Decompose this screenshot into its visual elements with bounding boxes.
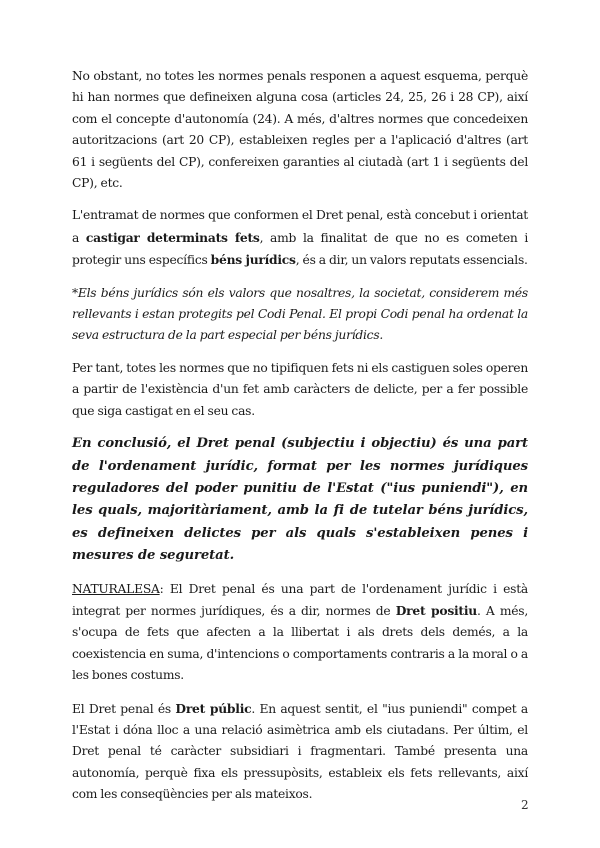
heading-naturalesa: NATURALESA (72, 581, 160, 596)
emphasis-dret-public: Dret públic (175, 700, 252, 716)
text-fragment: El Dret penal és (72, 701, 176, 716)
text-fragment: : El Dret penal és una part de l'ordenament jurídic i està integrat per normes jurídiques, és a dir, normes de (72, 581, 528, 618)
note-bens-juridics: *Els béns jurídics són els valors que nosaltres, la societat, considerem més rellevants i estan protegits pel Codi Penal. El propi Codi penal ha ordenat la seva estructura de la part especial per béns jurídics. (72, 285, 528, 343)
text-fragment: . A més, s'ocupa de fets que afecten a la llibertat i als drets dels demés, a la coexistencia en suma, d'intencions o comportaments contraris a la moral o a les bones costums. (72, 603, 528, 683)
text-fragment: , és a dir, un valors reputats essencials. (295, 253, 528, 268)
text-fragment: . En aquest sentit, el "ius puniendi" compet a l'Estat i dóna lloc a una relació asimètrica amb els ciutadans. Per últim, el Dret penal té caràcter subsidiari i fragmentari. També presenta una autonomía, perquè fixa els pressupòsits, estableix els fets rellevants, així com les conseqüències per als mateixos. (72, 701, 528, 802)
text-fragment: L'entramat de normes que conformen el Dret penal, està concebut i orientat a (72, 208, 528, 245)
paragraph-naturalesa (72, 579, 528, 687)
emphasis-dret-positiu: Dret positiu (395, 602, 477, 618)
emphasis-bens-juridics: béns jurídics (210, 252, 296, 268)
text-fragment: , amb la finalitat de que no es cometen i protegir uns específics (72, 230, 529, 268)
paragraph-entramat (72, 205, 528, 271)
paragraph-dret-public (72, 698, 528, 806)
document-page (72, 66, 528, 806)
emphasis-castigar-fets: castigar determinats fets (85, 229, 260, 245)
paragraph-normes-esquema: No obstant, no totes les normes penals responen a aquest esquema, perquè hi han normes que defineixen alguna cosa (articles 24, 25, 26 i 28 CP), així com el concepte d'autonomía (24). A més, d'altres normes que concedeixen autoritzacions (art 20 CP), estableixen regles per a l'aplicació d'altres (art 61 i següents del CP), confereixen garanties al ciutadà (art 1 i següents del CP), etc. (72, 69, 528, 191)
page-number: 2 (521, 798, 529, 812)
paragraph-per-tant: Per tant, totes les normes que no tipifiquen fets ni els castiguen soles operen a partir de l'existència d'un fet amb caràcters de delicte, per a fer possible que siga castigat en el seu cas. (72, 360, 528, 418)
paragraph-conclusio: En conclusió, el Dret penal (subjectiu i objectiu) és una part de l'ordenament jurídic, format per les normes jurídiques reguladores del poder punitiu de l'Estat ("ius puniendi"), en les quals, majoritàriament, amb la fi de tutelar béns jurídics, es defineixen delictes per als quals s'estableixen penes i mesures de seguretat. (72, 436, 528, 564)
